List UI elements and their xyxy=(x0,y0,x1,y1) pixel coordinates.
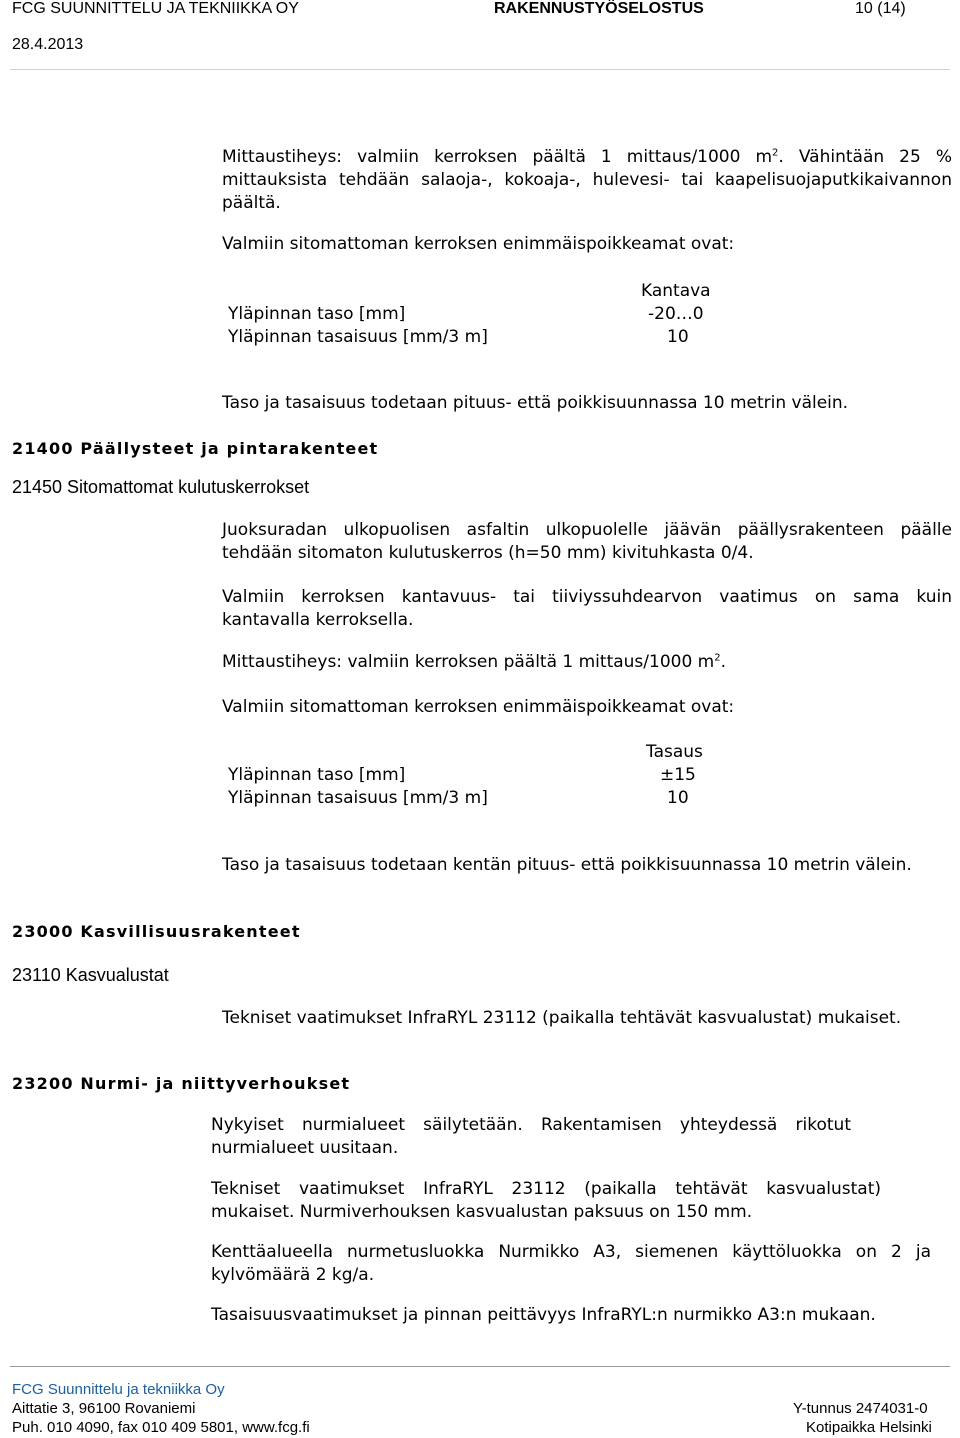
footer-business-id: Y-tunnus 2474031-0 xyxy=(793,1400,928,1417)
footer-company: FCG Suunnittelu ja tekniikka Oy xyxy=(12,1381,225,1398)
accuracy-line: Mittaustiheys: valmiin kerroksen päältä 1 mittaus/1000 $m^2$. xyxy=(222,652,727,672)
header-doc-title: RAKENNUSTYÖSELOSTUS xyxy=(494,0,704,17)
header-date: 28.4.2013 xyxy=(12,36,84,53)
paragraph: Tasaisuusvaatimukset ja pinnan peittävyys InfraRYL:n nurmikko A3:n mukaan. xyxy=(211,1305,876,1325)
table-row-label: Yläpinnan taso [mm] xyxy=(228,304,406,324)
header-divider xyxy=(10,69,950,70)
deviations-intro: Valmiin sitomattoman kerroksen enimmäispoikkeamat ovat: xyxy=(222,234,735,254)
accuracy-paragraph: Mittaustiheys: valmiin kerroksen päältä 1 mittaus/1000 $m^2$. Vähintään 25 % mittauksista tehdään salaoja-, kokoaja-, hulevesi- tai kaapelisuojaputkikaivannon päältä. xyxy=(222,147,952,213)
table-row-value: 10 xyxy=(667,788,689,808)
footer-address: Aittatie 3, 96100 Rovaniemi xyxy=(12,1400,196,1417)
table-row-value: 10 xyxy=(667,327,689,347)
table-row-value: ±15 xyxy=(660,765,696,785)
table-col-header-kantava: Kantava xyxy=(641,281,711,301)
measurement-note: Taso ja tasaisuus todetaan pituus- että poikkisuunnassa 10 metrin välein. xyxy=(222,393,849,413)
deviations-intro: Valmiin sitomattoman kerroksen enimmäispoikkeamat ovat: xyxy=(222,697,735,717)
paragraph: Tekniset vaatimukset InfraRYL 23112 (paikalla tehtävät kasvualustat) mukaiset. xyxy=(222,1008,902,1028)
section-heading-21400: 21400 Päällysteet ja pintarakenteet xyxy=(12,439,379,458)
subheading-21450: 21450 Sitomattomat kulutuskerrokset xyxy=(12,477,310,497)
measurement-note: Taso ja tasaisuus todetaan kentän pituus- että poikkisuunnassa 10 metrin välein. xyxy=(222,855,912,875)
paragraph: Nykyiset nurmialueet säilytetään. Rakentamisen yhteydessä rikotut nurmialueet uusitaan. xyxy=(211,1115,851,1158)
table-row-label: Yläpinnan taso [mm] xyxy=(228,765,406,785)
table-row-label: Yläpinnan tasaisuus [mm/3 m] xyxy=(228,788,488,808)
paragraph: Kenttäalueella nurmetusluokka Nurmikko A3, siemenen käyttöluokka on 2 ja kylvömäärä 2 kg/a. xyxy=(211,1242,931,1285)
header-page-number: 10 (14) xyxy=(855,0,906,17)
footer-divider xyxy=(10,1366,950,1367)
paragraph: Valmiin kerroksen kantavuus- tai tiiviyssuhdearvon vaatimus on sama kuin kantavalla kerroksella. xyxy=(222,587,952,630)
table-col-header-tasaus: Tasaus xyxy=(646,742,703,762)
paragraph: Juoksuradan ulkopuolisen asfaltin ulkopuolelle jäävän päällysrakenteen päälle tehdään sitomaton kulutuskerros (h=50 mm) kivituhkasta 0/4. xyxy=(222,520,952,563)
section-heading-23200: 23200 Nurmi- ja niittyverhoukset xyxy=(12,1074,351,1093)
paragraph: Tekniset vaatimukset InfraRYL 23112 (paikalla tehtävät kasvualustat) mukaiset. Nurmiverhouksen kasvualustan paksuus on 150 mm. xyxy=(211,1179,881,1222)
table-row-label: Yläpinnan tasaisuus [mm/3 m] xyxy=(228,327,488,347)
table-row-value: -20…0 xyxy=(648,304,704,324)
footer-domicile: Kotipaikka Helsinki xyxy=(806,1419,932,1436)
header-company: FCG SUUNNITTELU JA TEKNIIKKA OY xyxy=(12,0,299,17)
footer-contact: Puh. 010 4090, fax 010 409 5801, www.fcg.fi xyxy=(12,1419,310,1436)
section-heading-23000: 23000 Kasvillisuusrakenteet xyxy=(12,922,301,941)
subheading-23110: 23110 Kasvualustat xyxy=(12,965,169,985)
